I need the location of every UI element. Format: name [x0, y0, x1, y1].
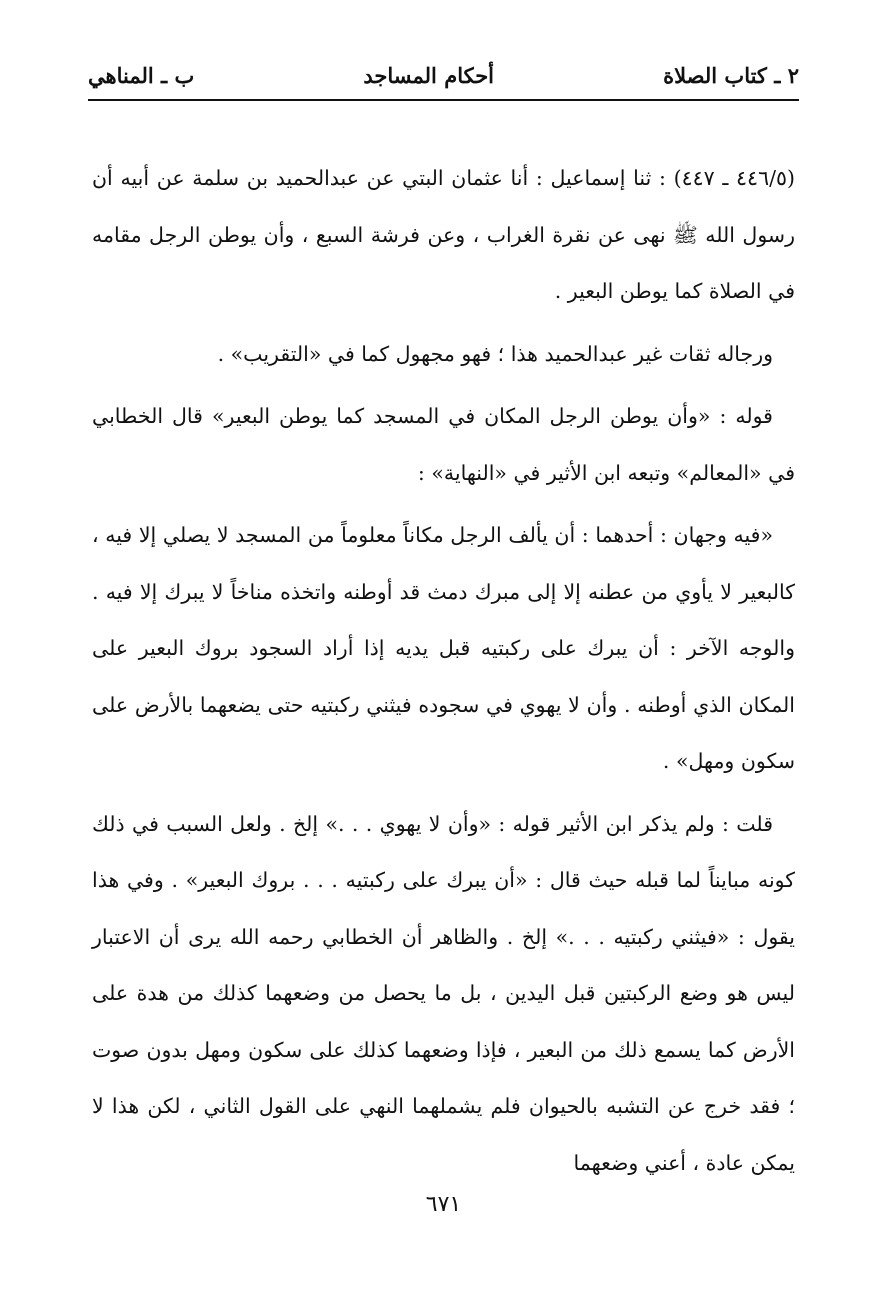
quotation-paragraph: «فيه وجهان : أحدهما : أن يألف الرجل مكاناً معلوماً من المسجد لا يصلي إلا فيه ، كالبعير لا يأوي من عطنه إلا إلى مبرك دمث قد أوطنه واتخذه مناخاً لا يبرك إلا فيه . والوجه الآخر : أن يبرك على ركبتيه قبل يديه إذا أراد السجود بروك البعير على المكان الذي أوطنه . وأن لا يهوي في سجوده فيثني ركبتيه حتى يضعهما بالأرض على سكون ومهل» .: [92, 523, 795, 773]
main-text: [92, 150, 795, 1197]
header-section: أحكام المساجد: [363, 62, 495, 88]
author-note-paragraph: قلت : ولم يذكر ابن الأثير قوله : «وأن لا يهوي . . .» إلخ . ولعل السبب في ذلك كونه مبايناً لما قبله حيث قال : «أن يبرك على ركبتيه . . . بروك البعير» . وفي هذا يقول : «فيثني ركبتيه . . .» إلخ . والظاهر أن الخطابي رحمه الله يرى أن الاعتبار ليس هو وضع الركبتين قبل اليدين ، بل ما يحصل من وضعهما كذلك من هدة على الأرض كما يسمع ذلك من البعير ، فإذا وضعهما كذلك على سكون ومهل بدون صوت ؛ فقد خرج عن التشبه بالحيوان فلم يشملهما النهي على القول الثاني ، لكن هذا لا يمكن عادة ، أعني وضعهما: [92, 811, 795, 1175]
page-number: ٦٧١: [425, 1192, 462, 1217]
header-divider: [88, 99, 799, 101]
commentary-intro-paragraph: قوله : «وأن يوطن الرجل المكان في المسجد كما يوطن البعير» قال الخطابي في «المعالم» وتبعه ابن الأثير في «النهاية» :: [92, 404, 795, 485]
header-chapter: ٢ ـ كتاب الصلاة: [663, 62, 799, 88]
header-subsection: ب ـ المناهي: [88, 62, 195, 88]
hadith-paragraph: (٤٤٦/٥ ـ ٤٤٧) : ثنا إسماعيل : أنا عثمان البتي عن عبدالحميد بن سلمة عن أبيه أن رسول الله ﷺ نهى عن نقرة الغراب ، وعن فرشة السبع ، وأن يوطن الرجل مقامه في الصلاة كما يوطن البعير .: [92, 166, 795, 303]
narrators-paragraph: ورجاله ثقات غير عبدالحميد هذا ؛ فهو مجهول كما في «التقريب» .: [217, 341, 773, 366]
running-header: [88, 58, 799, 92]
